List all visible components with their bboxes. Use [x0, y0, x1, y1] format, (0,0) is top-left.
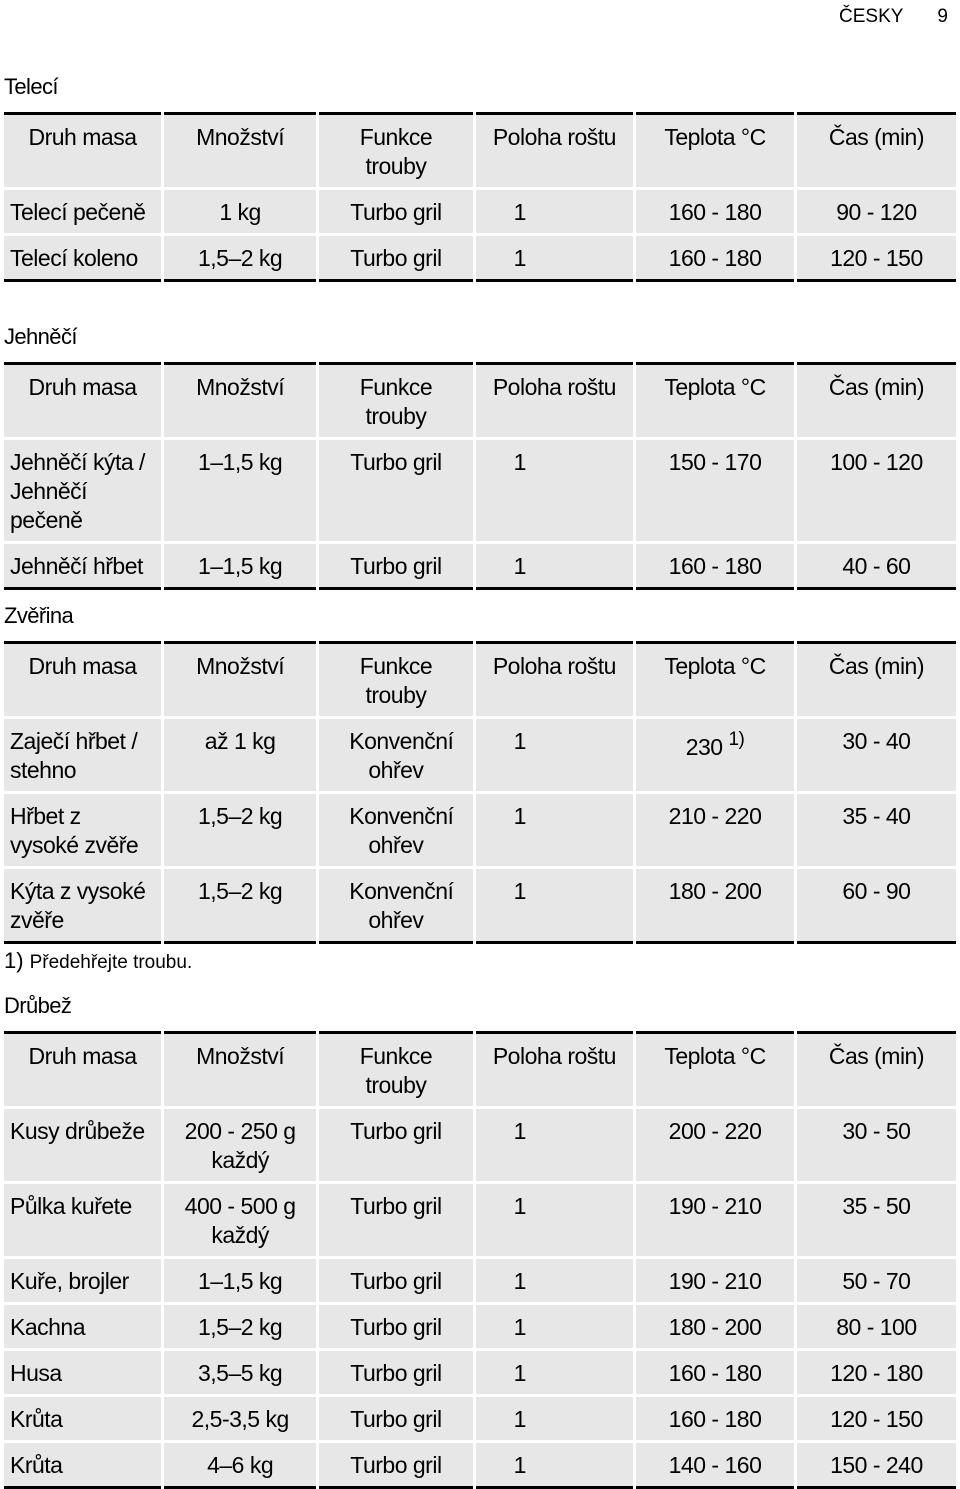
col-temperature-cell	[635, 793, 796, 868]
col-oven-function-value: Turbo gril	[350, 1118, 442, 1144]
col-shelf-position-cell	[474, 1183, 635, 1258]
section-poultry	[4, 989, 956, 1489]
header-col-meat-type: Druh masa	[4, 114, 162, 189]
header-col-meat-type: Druh masa	[4, 643, 162, 718]
col-meat-type-value: Jehněčí kýta / Jehněčí pečeně	[10, 449, 145, 533]
col-meat-type-cell	[4, 543, 162, 589]
table-row	[4, 868, 956, 943]
table-header-row	[4, 114, 956, 189]
col-temperature-value: 140 - 160	[668, 1452, 762, 1478]
col-temperature-cell	[635, 189, 796, 235]
col-oven-function-cell	[318, 1442, 474, 1488]
col-meat-type-value: Hřbet z vysoké zvěře	[10, 803, 139, 858]
col-quantity-value: 1,5–2 kg	[197, 878, 283, 904]
header-col-shelf-position: Poloha roštu	[474, 1033, 635, 1108]
table-row	[4, 793, 956, 868]
col-meat-type-cell	[4, 1304, 162, 1350]
header-col-time: Čas (min)	[795, 114, 956, 189]
col-time-value: 30 - 50	[842, 1118, 911, 1144]
col-shelf-position-value: 1	[513, 878, 526, 904]
col-quantity-value: 4–6 kg	[207, 1452, 274, 1478]
col-time-cell	[795, 868, 956, 943]
col-shelf-position-cell	[474, 718, 635, 793]
col-oven-function-cell	[318, 1183, 474, 1258]
col-quantity-cell	[162, 189, 317, 235]
section-title: Drůbež	[4, 993, 72, 1018]
col-time-value: 90 - 120	[836, 199, 917, 225]
col-meat-type-cell	[4, 189, 162, 235]
col-meat-type-cell	[4, 793, 162, 868]
table-row	[4, 1442, 956, 1488]
col-shelf-position-cell	[474, 543, 635, 589]
col-oven-function-cell	[318, 1396, 474, 1442]
table-row	[4, 439, 956, 543]
col-shelf-position-value: 1	[513, 1360, 526, 1386]
header-col-shelf-position: Poloha roštu	[474, 114, 635, 189]
footnote-text: Předehřejte troubu.	[29, 952, 193, 973]
col-quantity-cell	[162, 1396, 317, 1442]
col-shelf-position-cell	[474, 1108, 635, 1183]
col-meat-type-cell	[4, 718, 162, 793]
col-oven-function-cell	[318, 1350, 474, 1396]
col-oven-function-value: Turbo gril	[350, 1314, 442, 1340]
header-col-quantity: Množství	[162, 364, 317, 439]
col-shelf-position-cell	[474, 189, 635, 235]
header-col-meat-type: Druh masa	[4, 1033, 162, 1108]
col-shelf-position-value: 1	[513, 728, 526, 754]
table-row	[4, 189, 956, 235]
col-shelf-position-cell	[474, 1258, 635, 1304]
table-row	[4, 1108, 956, 1183]
section-game	[4, 599, 956, 974]
section-veal	[4, 70, 956, 282]
col-shelf-position-value: 1	[513, 1268, 526, 1294]
col-shelf-position-cell	[474, 793, 635, 868]
col-temperature-value: 200 - 220	[668, 1118, 762, 1144]
col-meat-type-value: Telecí koleno	[10, 245, 138, 271]
col-quantity-cell	[162, 1108, 317, 1183]
col-quantity-value: 400 - 500 g každý	[184, 1193, 296, 1248]
col-time-value: 35 - 40	[842, 803, 911, 829]
language-label: ČESKY	[839, 6, 904, 27]
col-shelf-position-cell	[474, 1304, 635, 1350]
col-quantity-cell	[162, 793, 317, 868]
col-oven-function-cell	[318, 793, 474, 868]
col-time-value: 30 - 40	[842, 728, 911, 754]
col-quantity-cell	[162, 1183, 317, 1258]
col-meat-type-cell	[4, 1350, 162, 1396]
col-time-value: 40 - 60	[842, 553, 911, 579]
col-time-cell	[795, 1442, 956, 1488]
col-temperature-cell	[635, 1258, 796, 1304]
col-shelf-position-value: 1	[513, 1314, 526, 1340]
col-temperature-value: 210 - 220	[668, 803, 762, 829]
col-quantity-value: 1 kg	[219, 199, 261, 225]
col-quantity-cell	[162, 1258, 317, 1304]
col-temperature-cell	[635, 718, 796, 793]
col-quantity-value: 1,5–2 kg	[197, 803, 283, 829]
col-oven-function-value: Turbo gril	[350, 199, 442, 225]
col-oven-function-value: Turbo gril	[350, 553, 442, 579]
col-time-cell	[795, 1183, 956, 1258]
header-col-oven-function: Funkce trouby	[318, 114, 474, 189]
header-col-quantity: Množství	[162, 1033, 317, 1108]
header-col-temperature: Teplota °C	[635, 364, 796, 439]
col-quantity-value: 1–1,5 kg	[197, 449, 283, 475]
header-col-temperature: Teplota °C	[635, 1033, 796, 1108]
col-meat-type-value: Kachna	[10, 1314, 86, 1340]
table-row	[4, 1350, 956, 1396]
header-col-time: Čas (min)	[795, 643, 956, 718]
col-time-value: 120 - 150	[830, 245, 923, 271]
col-temperature-cell	[635, 1304, 796, 1350]
header-col-temperature: Teplota °C	[635, 643, 796, 718]
col-temperature-value: 160 - 180	[668, 553, 762, 579]
col-time-cell	[795, 1350, 956, 1396]
table-row	[4, 1304, 956, 1350]
col-time-value: 50 - 70	[842, 1268, 911, 1294]
col-shelf-position-value: 1	[513, 1193, 526, 1219]
section-title: Telecí	[4, 74, 58, 99]
col-temperature-value: 230	[685, 734, 723, 760]
col-temperature-value: 190 - 210	[668, 1193, 762, 1219]
col-time-value: 150 - 240	[830, 1452, 923, 1478]
col-shelf-position-cell	[474, 868, 635, 943]
section-title: Zvěřina	[4, 603, 74, 628]
col-quantity-value: 200 - 250 g každý	[184, 1118, 296, 1173]
table-row	[4, 1396, 956, 1442]
col-oven-function-cell	[318, 868, 474, 943]
col-meat-type-cell	[4, 1396, 162, 1442]
col-meat-type-value: Zaječí hřbet / stehno	[10, 728, 138, 783]
col-shelf-position-value: 1	[513, 199, 526, 225]
col-temperature-value: 160 - 180	[668, 1360, 762, 1386]
col-shelf-position-value: 1	[513, 449, 526, 475]
col-oven-function-value: Turbo gril	[350, 1452, 442, 1478]
col-meat-type-cell	[4, 1183, 162, 1258]
col-time-cell	[795, 543, 956, 589]
col-quantity-cell	[162, 718, 317, 793]
col-quantity-value: 1,5–2 kg	[197, 1314, 283, 1340]
table-header-row	[4, 364, 956, 439]
header-col-quantity: Množství	[162, 643, 317, 718]
col-shelf-position-value: 1	[513, 245, 526, 271]
col-temperature-value: 190 - 210	[668, 1268, 762, 1294]
col-meat-type-value: Jehněčí hřbet	[10, 553, 143, 579]
col-temperature-cell	[635, 1108, 796, 1183]
col-oven-function-cell	[318, 718, 474, 793]
col-quantity-cell	[162, 235, 317, 281]
col-oven-function-value: Turbo gril	[350, 449, 442, 475]
col-time-cell	[795, 189, 956, 235]
header-col-oven-function: Funkce trouby	[318, 643, 474, 718]
header-col-meat-type: Druh masa	[4, 364, 162, 439]
col-oven-function-value: Konvenční ohřev	[349, 878, 454, 933]
col-temperature-cell	[635, 1350, 796, 1396]
col-shelf-position-value: 1	[513, 1452, 526, 1478]
header-col-shelf-position: Poloha roštu	[474, 364, 635, 439]
col-oven-function-value: Turbo gril	[350, 245, 442, 271]
col-quantity-value: 1,5–2 kg	[197, 245, 283, 271]
col-temperature-cell	[635, 1183, 796, 1258]
col-shelf-position-value: 1	[513, 553, 526, 579]
col-meat-type-value: Kusy drůbeže	[10, 1118, 145, 1144]
col-temperature-cell	[635, 868, 796, 943]
col-time-value: 100 - 120	[830, 449, 923, 475]
col-time-cell	[795, 1304, 956, 1350]
col-quantity-cell	[162, 1350, 317, 1396]
col-oven-function-value: Turbo gril	[350, 1268, 442, 1294]
col-meat-type-value: Kýta z vysoké zvěře	[10, 878, 146, 933]
table-header-row	[4, 643, 956, 718]
col-temperature-value: 160 - 180	[668, 199, 762, 225]
col-time-value: 60 - 90	[842, 878, 911, 904]
col-meat-type-value: Krůta	[10, 1406, 63, 1432]
footnote-marker: 1)	[4, 948, 24, 973]
col-oven-function-cell	[318, 439, 474, 543]
col-quantity-cell	[162, 543, 317, 589]
col-quantity-value: až 1 kg	[204, 728, 276, 754]
col-meat-type-cell	[4, 439, 162, 543]
table-row	[4, 235, 956, 281]
col-shelf-position-value: 1	[513, 1118, 526, 1144]
col-time-value: 80 - 100	[836, 1314, 917, 1340]
col-meat-type-value: Telecí pečeně	[10, 199, 146, 225]
col-meat-type-cell	[4, 1258, 162, 1304]
col-meat-type-value: Půlka kuřete	[10, 1193, 132, 1219]
col-time-value: 35 - 50	[842, 1193, 911, 1219]
col-oven-function-value: Konvenční ohřev	[349, 728, 454, 783]
col-shelf-position-value: 1	[513, 1406, 526, 1432]
col-oven-function-cell	[318, 235, 474, 281]
col-meat-type-cell	[4, 235, 162, 281]
col-oven-function-cell	[318, 1108, 474, 1183]
header-col-oven-function: Funkce trouby	[318, 364, 474, 439]
col-shelf-position-cell	[474, 1396, 635, 1442]
col-temperature-cell	[635, 1442, 796, 1488]
page-header	[839, 6, 948, 28]
col-quantity-cell	[162, 1304, 317, 1350]
header-col-time: Čas (min)	[795, 1033, 956, 1108]
section-title: Jehněčí	[4, 324, 77, 349]
cooking-table	[4, 112, 956, 282]
table-row	[4, 1258, 956, 1304]
col-shelf-position-cell	[474, 1350, 635, 1396]
col-quantity-cell	[162, 439, 317, 543]
col-quantity-value: 2,5-3,5 kg	[191, 1406, 289, 1432]
col-time-value: 120 - 180	[830, 1360, 923, 1386]
col-shelf-position-value: 1	[513, 803, 526, 829]
header-col-time: Čas (min)	[795, 364, 956, 439]
col-quantity-value: 3,5–5 kg	[197, 1360, 283, 1386]
col-quantity-value: 1–1,5 kg	[197, 1268, 283, 1294]
section-lamb	[4, 320, 956, 590]
table-row	[4, 1183, 956, 1258]
col-time-cell	[795, 793, 956, 868]
col-oven-function-cell	[318, 1304, 474, 1350]
col-time-cell	[795, 1258, 956, 1304]
page-number: 9	[937, 6, 948, 27]
header-col-shelf-position: Poloha roštu	[474, 643, 635, 718]
header-col-temperature: Teplota °C	[635, 114, 796, 189]
col-time-cell	[795, 235, 956, 281]
col-temperature-value: 150 - 170	[668, 449, 762, 475]
cooking-table	[4, 1031, 956, 1489]
col-temperature-value: 160 - 180	[668, 245, 762, 271]
col-temperature-cell	[635, 235, 796, 281]
col-meat-type-cell	[4, 1442, 162, 1488]
col-time-cell	[795, 718, 956, 793]
col-temperature-value: 160 - 180	[668, 1406, 762, 1432]
col-shelf-position-cell	[474, 439, 635, 543]
col-time-value: 120 - 150	[830, 1406, 923, 1432]
col-time-cell	[795, 1108, 956, 1183]
col-temperature-cell	[635, 439, 796, 543]
col-time-cell	[795, 439, 956, 543]
col-quantity-value: 1–1,5 kg	[197, 553, 283, 579]
col-meat-type-value: Kuře, brojler	[10, 1268, 129, 1294]
table-row	[4, 718, 956, 793]
col-temperature-cell	[635, 543, 796, 589]
col-oven-function-cell	[318, 189, 474, 235]
col-meat-type-value: Krůta	[10, 1452, 63, 1478]
col-oven-function-value: Turbo gril	[350, 1193, 442, 1219]
table-row	[4, 543, 956, 589]
col-temperature-value: 180 - 200	[668, 1314, 762, 1340]
col-temperature-cell	[635, 1396, 796, 1442]
col-temperature-value: 180 - 200	[668, 878, 762, 904]
col-quantity-cell	[162, 868, 317, 943]
header-col-quantity: Množství	[162, 114, 317, 189]
col-oven-function-value: Konvenční ohřev	[349, 803, 454, 858]
col-oven-function-value: Turbo gril	[350, 1360, 442, 1386]
cooking-table	[4, 362, 956, 590]
col-meat-type-cell	[4, 868, 162, 943]
col-meat-type-value: Husa	[10, 1360, 62, 1386]
cooking-table	[4, 641, 956, 944]
footnote-ref-marker: 1)	[728, 729, 745, 750]
col-quantity-cell	[162, 1442, 317, 1488]
footnote	[4, 948, 956, 974]
col-oven-function-cell	[318, 1258, 474, 1304]
table-header-row	[4, 1033, 956, 1108]
header-col-oven-function: Funkce trouby	[318, 1033, 474, 1108]
col-oven-function-cell	[318, 543, 474, 589]
col-shelf-position-cell	[474, 1442, 635, 1488]
col-meat-type-cell	[4, 1108, 162, 1183]
col-time-cell	[795, 1396, 956, 1442]
col-oven-function-value: Turbo gril	[350, 1406, 442, 1432]
col-shelf-position-cell	[474, 235, 635, 281]
